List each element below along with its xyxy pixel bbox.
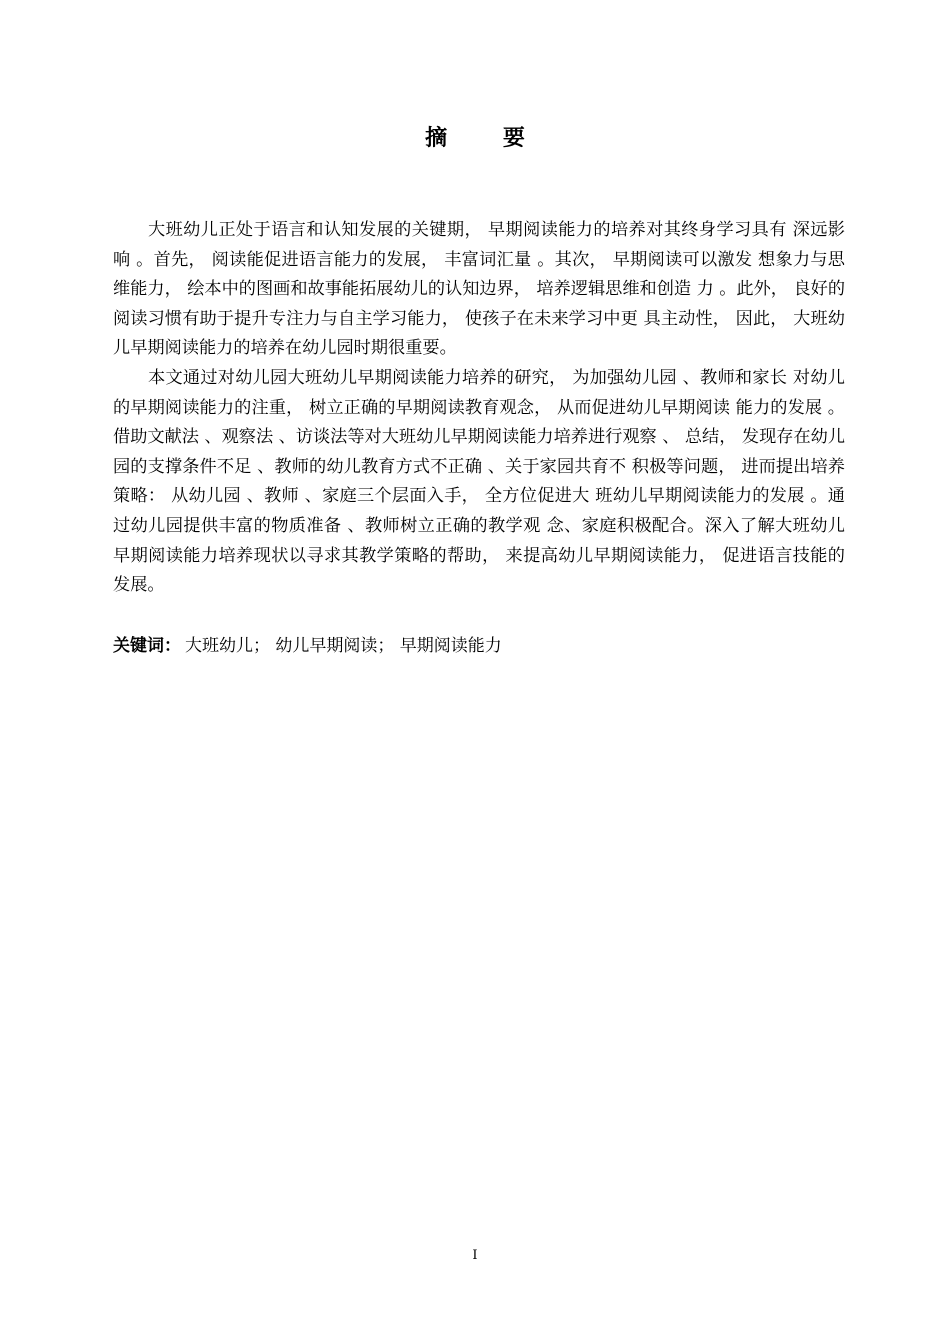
- keywords-values: 大班幼儿； 幼儿早期阅读； 早期阅读能力: [185, 636, 502, 656]
- page-number: I: [472, 1248, 478, 1263]
- keywords-line: [113, 632, 845, 660]
- abstract-title: 摘 要: [425, 126, 549, 151]
- abstract-paragraph-1: 大班幼儿正处于语言和认知发展的关键期， 早期阅读能力的培养对其终身学习具有 深远影响 。首先， 阅读能促进语言能力的发展， 丰富词汇量 。其次， 早期阅读可以激发 想象力与思维能力， 绘本中的图画和故事能拓展幼儿的认知边界， 培养逻辑思维和创造 力 。此外， 良好的阅读习惯有助于提升专注力与自主学习能力， 使孩子在未来学习中更 具主动性， 因此， 大班幼儿早期阅读能力的培养在幼儿园时期很重要。: [113, 220, 846, 359]
- abstract-body: [113, 216, 845, 601]
- keywords-label: 关键词：: [113, 636, 181, 656]
- abstract-paragraph-2: 本文通过对幼儿园大班幼儿早期阅读能力培养的研究， 为加强幼儿园 、教师和家长 对幼儿的早期阅读能力的注重， 树立正确的早期阅读教育观念， 从而促进幼儿早期阅读 能力的发展 。借助文献法 、观察法 、访谈法等对大班幼儿早期阅读能力培养进行观察 、 总结， 发现存在幼儿园的支撑条件不足 、教师的幼儿教育方式不正确 、关于家园共育不 积极等问题， 进而提出培养策略： 从幼儿园 、教师 、家庭三个层面入手， 全方位促进大 班幼儿早期阅读能力的发展 。通过幼儿园提供丰富的物质准备 、教师树立正确的教学观 念、家庭积极配合。深入了解大班幼儿早期阅读能力培养现状以寻求其教学策略的帮助， 来提高幼儿早期阅读能力， 促进语言技能的发展。: [113, 367, 846, 596]
